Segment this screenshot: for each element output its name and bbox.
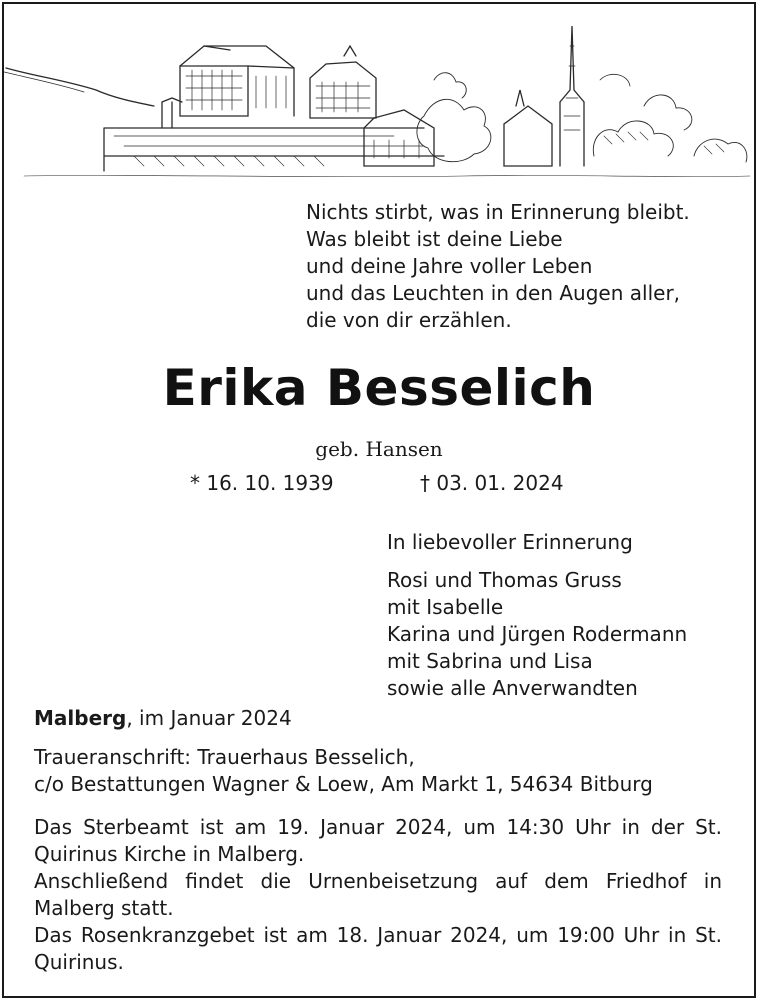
place-date — [34, 706, 292, 730]
poem-line: und deine Jahre voller Leben — [306, 254, 593, 278]
poem-line: Nichts stirbt, was in Erinnerung bleibt. — [306, 200, 690, 224]
deceased-name: Erika Besselich — [162, 359, 596, 417]
requiem-note: Das Sterbeamt ist am 19. Januar 2024, um 14:30 Uhr in der St. Quirinus Kirche in Malberg. — [34, 815, 722, 866]
mourner-line: mit Isabelle — [387, 595, 504, 619]
date-text: , im Januar 2024 — [126, 706, 292, 730]
town-sketch-icon — [4, 6, 752, 186]
mourner-line: Rosi und Thomas Gruss — [387, 568, 622, 592]
rosary-note: Das Rosenkranzgebet ist am 18. Januar 2024, um 19:00 Uhr in St. Quirinus. — [34, 923, 722, 974]
poem-line: die von dir erzählen. — [306, 308, 512, 332]
mourner-line: mit Sabrina und Lisa — [387, 649, 593, 673]
mourning-address — [34, 744, 653, 798]
address-line: c/o Bestattungen Wagner & Loew, Am Markt 1, 54634 Bitburg — [34, 772, 653, 796]
mourners-block — [387, 529, 687, 702]
death-date: † 03. 01. 2024 — [420, 471, 564, 495]
place-name: Malberg — [34, 706, 127, 730]
birth-name: geb. Hansen — [315, 437, 443, 461]
mourners-headline: In liebevoller Erinnerung — [387, 530, 633, 554]
service-notes — [34, 814, 722, 976]
poem-line: und das Leuchten in den Augen aller, — [306, 281, 681, 305]
burial-note: Anschließend findet die Urnenbeisetzung auf dem Friedhof in Malberg statt. — [34, 869, 722, 920]
mourner-line: sowie alle Anverwandten — [387, 676, 638, 700]
memorial-poem — [306, 199, 690, 334]
birth-date: * 16. 10. 1939 — [190, 471, 334, 495]
poem-line: Was bleibt ist deine Liebe — [306, 227, 563, 251]
mourner-line: Karina und Jürgen Rodermann — [387, 622, 688, 646]
address-line: Traueranschrift: Trauerhaus Besselich, — [34, 745, 415, 769]
